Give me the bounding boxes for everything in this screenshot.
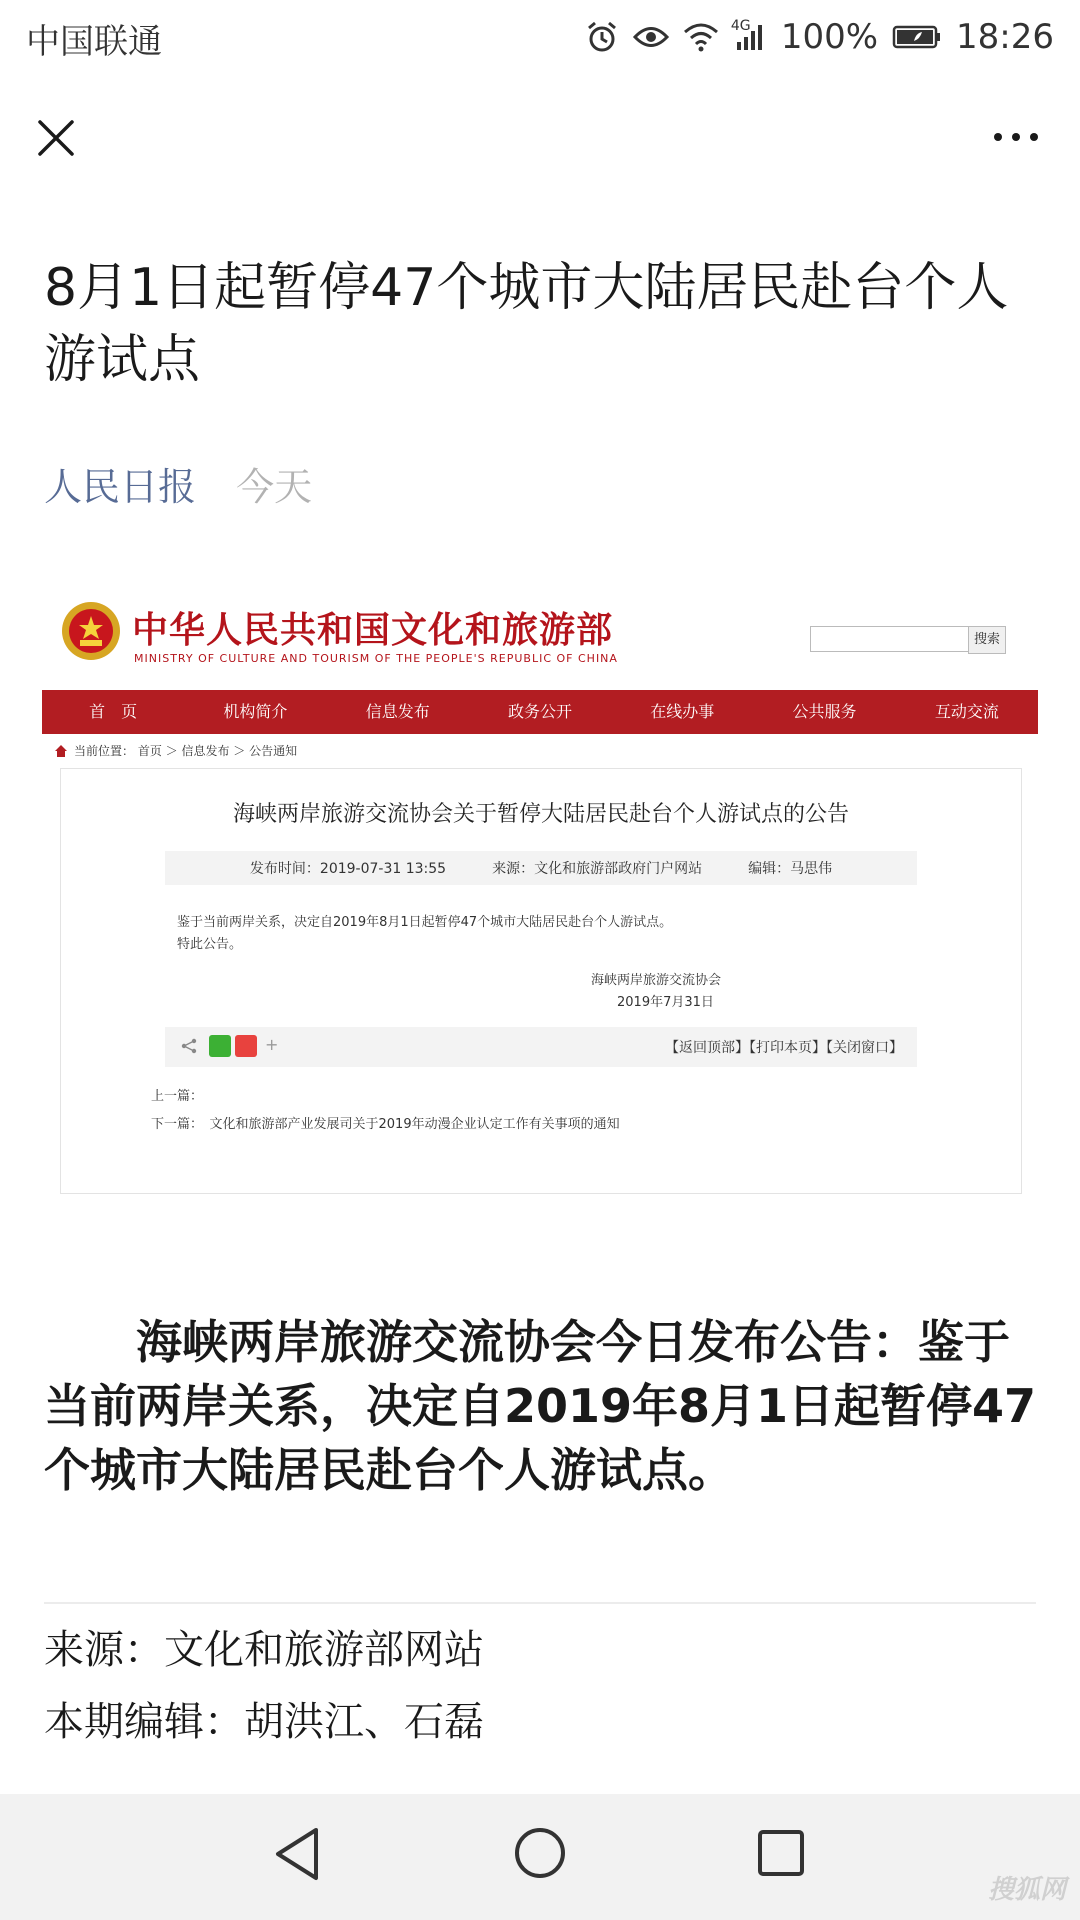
credit-source: 来源：文化和旅游部网站 bbox=[44, 1627, 484, 1673]
prev-article: 上一篇： bbox=[151, 1089, 204, 1104]
battery-percent: 100% bbox=[780, 17, 879, 57]
home-button[interactable] bbox=[513, 1826, 567, 1884]
site-search-input bbox=[810, 626, 988, 652]
article-meta bbox=[44, 456, 312, 511]
nav-item-home: 首 页 bbox=[89, 702, 138, 721]
notice-body-line: 特此公告。 bbox=[177, 937, 243, 952]
home-circle-icon bbox=[513, 1826, 567, 1880]
nav-item-about: 机构简介 bbox=[223, 702, 288, 721]
close-icon bbox=[36, 118, 76, 158]
notice-title: 海峡两岸旅游交流协会关于暂停大陆居民赴台个人游试点的公告 bbox=[232, 802, 849, 827]
clock: 18:26 bbox=[956, 17, 1054, 57]
credit-editor: 本期编辑：胡洪江、石磊 bbox=[44, 1699, 484, 1745]
plus-icon: + bbox=[265, 1035, 279, 1054]
account-name-link[interactable]: 人民日报 bbox=[44, 465, 197, 509]
more-icon bbox=[992, 132, 1040, 142]
nav-item-interact: 互动交流 bbox=[934, 702, 999, 721]
publish-date: 今天 bbox=[236, 465, 313, 509]
notice-body-line: 鉴于当前两岸关系，决定自2019年8月1日起暂停47个城市大陆居民赴台个人游试点。 bbox=[177, 915, 673, 930]
breadcrumb bbox=[54, 742, 297, 759]
notice-info-bar bbox=[165, 851, 917, 885]
notice-sign-date: 2019年7月31日 bbox=[617, 995, 714, 1010]
back-button[interactable] bbox=[272, 1826, 322, 1886]
status-icons bbox=[585, 12, 1054, 62]
recent-apps-button[interactable] bbox=[756, 1828, 806, 1882]
home-icon bbox=[54, 744, 68, 758]
signal-indicator bbox=[730, 18, 767, 52]
ministry-header bbox=[42, 582, 1038, 694]
notice-source: 来源：文化和旅游部政府门户网站 bbox=[492, 861, 703, 877]
alarm-icon bbox=[585, 20, 619, 54]
carrier-name: 中国联通 bbox=[26, 22, 162, 62]
status-bar bbox=[0, 0, 1080, 76]
national-emblem-icon bbox=[60, 600, 122, 662]
page-actions: 【返回顶部】【打印本页】【关闭窗口】 bbox=[665, 1040, 903, 1056]
breadcrumb-text: 当前位置： 首页 ＞ 信息发布 ＞ 公告通知 bbox=[74, 744, 298, 758]
nav-item-online: 在线办事 bbox=[650, 702, 715, 721]
network-type: 4G bbox=[730, 18, 751, 34]
notice-publish-time: 发布时间：2019-07-31 13:55 bbox=[249, 861, 447, 877]
notice-sign-org: 海峡两岸旅游交流协会 bbox=[591, 973, 722, 988]
ministry-navbar bbox=[42, 690, 1038, 734]
watermark: 搜狐网 bbox=[987, 1875, 1066, 1905]
wifi-icon bbox=[683, 22, 719, 52]
notice-panel bbox=[60, 768, 1022, 1194]
ministry-name-en: MINISTRY OF CULTURE AND TOURISM OF THE PEOPLE'S REPUBLIC OF CHINA bbox=[134, 652, 618, 665]
ministry-name-cn: 中华人民共和国文化和旅游部 bbox=[132, 609, 614, 651]
site-search-button: 搜索 bbox=[968, 626, 1006, 654]
nav-item-affairs: 政务公开 bbox=[507, 702, 572, 721]
nav-item-services: 公共服务 bbox=[792, 702, 857, 721]
article-title: 8月1日起暂停47个城市大陆居民赴台个人游试点 bbox=[44, 258, 1009, 390]
weibo-icon bbox=[235, 1035, 257, 1057]
share-icon bbox=[181, 1038, 197, 1054]
close-button[interactable] bbox=[28, 110, 84, 166]
nav-item-info: 信息发布 bbox=[365, 702, 430, 721]
eye-icon bbox=[633, 22, 669, 52]
battery-icon bbox=[892, 23, 942, 51]
wechat-icon bbox=[209, 1035, 231, 1057]
article-image[interactable] bbox=[42, 582, 1038, 1212]
next-article: 下一篇： 文化和旅游部产业发展司关于2019年动漫企业认定工作有关事项的通知 bbox=[151, 1117, 620, 1132]
recent-square-icon bbox=[756, 1828, 806, 1878]
lead-paragraph: 海峡两岸旅游交流协会今日发布公告：鉴于当前两岸关系，决定自2019年8月1日起暂停47个城市大陆居民赴台个人游试点。 bbox=[44, 1315, 1037, 1497]
system-nav-bar bbox=[0, 1794, 1080, 1920]
back-triangle-icon bbox=[272, 1826, 322, 1882]
notice-editor: 编辑：马思伟 bbox=[748, 861, 833, 877]
share-bar bbox=[165, 1027, 917, 1067]
more-button[interactable] bbox=[986, 112, 1046, 162]
divider bbox=[44, 1602, 1036, 1604]
